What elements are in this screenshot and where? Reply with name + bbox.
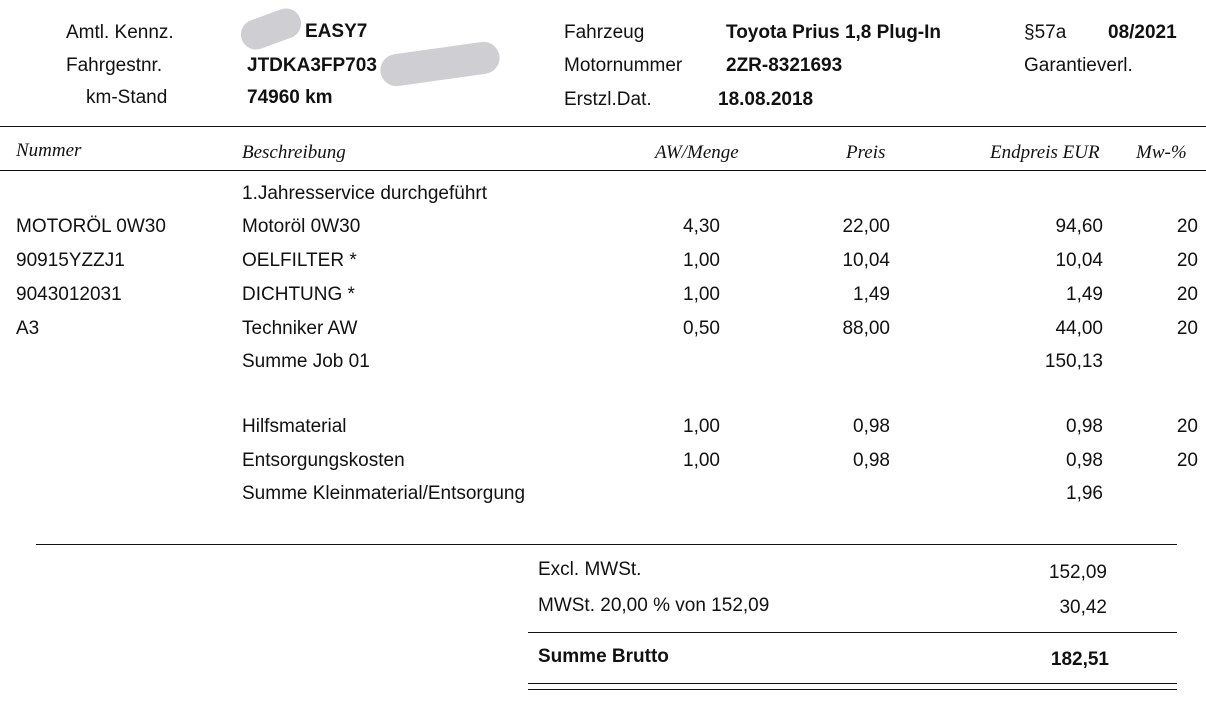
- cell-endpreis: 0,98: [1066, 450, 1103, 471]
- garantie-label: Garantieverl.: [1024, 55, 1133, 76]
- motor-value: 2ZR-8321693: [726, 55, 843, 76]
- excl-value: 152,09: [1048, 562, 1107, 583]
- job-sum-value: 150,13: [1044, 351, 1103, 372]
- cell-menge: 1,00: [683, 450, 720, 471]
- km-label: km-Stand: [86, 87, 168, 108]
- header-nummer: Nummer: [16, 140, 82, 161]
- cell-menge: 0,50: [683, 318, 720, 339]
- mwst-value: 30,42: [1059, 597, 1107, 618]
- cell-preis: 88,00: [842, 318, 890, 339]
- header-beschreibung: Beschreibung: [242, 142, 346, 163]
- job-sum-label: Summe Job 01: [242, 351, 370, 372]
- totals-top-rule: [36, 544, 1177, 545]
- cell-menge: 1,00: [683, 284, 720, 305]
- cell-endpreis: 1,49: [1066, 284, 1103, 305]
- brutto-double-rule-1: [528, 683, 1177, 684]
- job-title: 1.Jahresservice durchgeführt: [242, 183, 488, 204]
- cell-mwst: 20: [1176, 450, 1198, 471]
- kennz-label: Amtl. Kennz.: [66, 22, 174, 43]
- brutto-value: 182,51: [1050, 649, 1109, 670]
- fahrzeug-value: Toyota Prius 1,8 Plug-In: [726, 22, 942, 43]
- cell-endpreis: 10,04: [1055, 250, 1103, 271]
- cell-beschreibung: OELFILTER *: [242, 250, 357, 271]
- cell-preis: 0,98: [853, 416, 890, 437]
- table-top-rule: [0, 126, 1206, 127]
- brutto-top-rule: [528, 632, 1177, 633]
- cell-mwst: 20: [1176, 250, 1198, 271]
- cell-mwst: 20: [1176, 416, 1198, 437]
- cell-beschreibung: Techniker AW: [242, 318, 358, 339]
- p57a-value: 08/2021: [1108, 22, 1177, 43]
- mwst-label: MWSt. 20,00 % von 152,09: [538, 595, 770, 616]
- cell-nummer: 90915YZZJ1: [16, 250, 125, 271]
- cell-endpreis: 0,98: [1066, 416, 1103, 437]
- header-preis: Preis: [846, 142, 886, 163]
- cell-beschreibung: DICHTUNG *: [242, 284, 355, 305]
- cell-endpreis: 94,60: [1055, 216, 1103, 237]
- cell-preis: 1,49: [853, 284, 890, 305]
- header-menge: AW/Menge: [655, 142, 739, 163]
- small-sum-label: Summe Kleinmaterial/Entsorgung: [242, 483, 526, 504]
- cell-mwst: 20: [1176, 216, 1198, 237]
- fgst-value: JTDKA3FP703: [247, 55, 377, 76]
- cell-mwst: 20: [1176, 284, 1198, 305]
- redaction-mark: [237, 4, 306, 53]
- cell-mwst: 20: [1176, 318, 1198, 339]
- header-endpreis: Endpreis EUR: [990, 142, 1100, 163]
- cell-preis: 22,00: [842, 216, 890, 237]
- erstzl-label: Erstzl.Dat.: [564, 89, 652, 110]
- redaction-mark: [378, 40, 501, 88]
- fgst-label: Fahrgestnr.: [66, 55, 163, 76]
- small-sum-value: 1,96: [1066, 483, 1103, 504]
- cell-nummer: 9043012031: [16, 284, 122, 305]
- cell-menge: 1,00: [683, 416, 720, 437]
- table-header-rule: [0, 170, 1206, 171]
- brutto-double-rule-2: [528, 689, 1177, 690]
- cell-beschreibung: Hilfsmaterial: [242, 416, 347, 437]
- cell-beschreibung: Motoröl 0W30: [242, 216, 361, 237]
- cell-beschreibung: Entsorgungskosten: [242, 450, 405, 471]
- cell-menge: 4,30: [683, 216, 720, 237]
- p57a-label: §57a: [1024, 22, 1067, 43]
- km-value: 74960 km: [247, 87, 333, 108]
- cell-preis: 10,04: [842, 250, 890, 271]
- erstzl-value: 18.08.2018: [718, 89, 814, 110]
- fahrzeug-label: Fahrzeug: [564, 22, 645, 43]
- kennz-value: EASY7: [305, 21, 368, 42]
- brutto-label: Summe Brutto: [538, 646, 669, 667]
- cell-endpreis: 44,00: [1055, 318, 1103, 339]
- excl-label: Excl. MWSt.: [538, 559, 642, 580]
- cell-preis: 0,98: [853, 450, 890, 471]
- cell-nummer: A3: [16, 318, 40, 339]
- cell-nummer: MOTORÖL 0W30: [16, 216, 166, 237]
- cell-menge: 1,00: [683, 250, 720, 271]
- header-mwst: Mw-%: [1136, 142, 1187, 163]
- motor-label: Motornummer: [564, 55, 683, 76]
